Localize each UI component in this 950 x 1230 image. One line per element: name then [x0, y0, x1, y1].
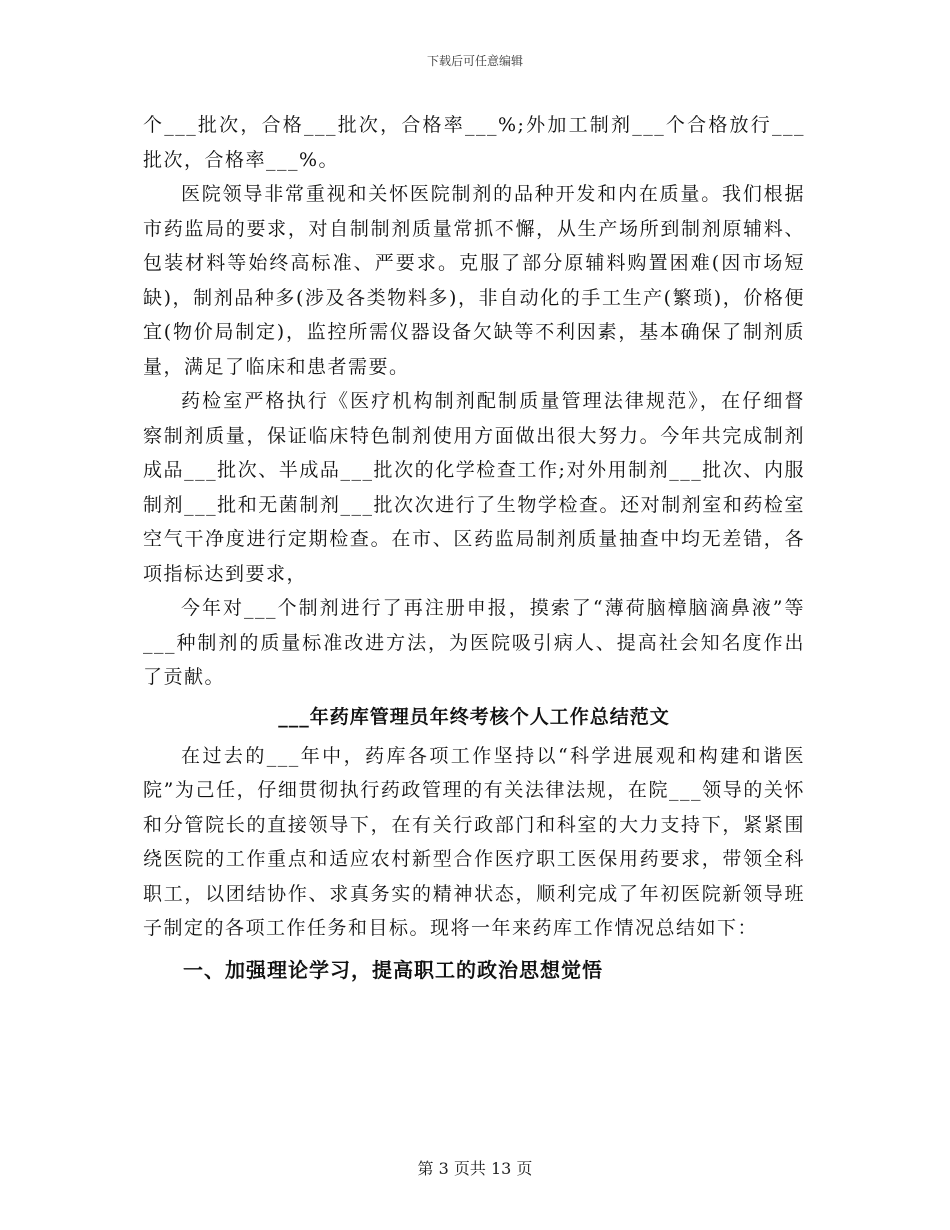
- page-header: 下载后可任意编辑: [426, 54, 523, 68]
- paragraph-re-registration: 今年对___个制剂进行了再注册申报，摸索了“薄荷脑樟脑滴鼻液”等___种制剂的质量标准改进方法，为医院吸引病人、提高社会知名度作出了贡献。: [143, 597, 805, 688]
- paragraph-intro-summary: 在过去的___年中，药库各项工作坚持以“科学进展观和构建和谐医院”为己任，仔细贯彻执行药政管理的有关法律法规，在院___领导的关怀和分管院长的直接领导下，在有关行政部门和科室的大力支持下，紧紧围绕医院的工作重点和适应农村新型合作医疗职工医保用药要求，带领全科职工，以团结协作、求真务实的精神状态，顺利完成了年初医院新领导班子制定的各项工作任务和目标。现将一年来药库工作情况总结如下：: [143, 744, 805, 939]
- paragraph-lab-inspection: 药检室严格执行《医疗机构制剂配制质量管理法律规范》，在仔细督察制剂质量，保证临床特色制剂使用方面做出很大努力。今年共完成制剂成品___批次、半成品___批次的化学检查工作;对外用制剂___批次、内服制剂___批和无菌制剂___批次次进行了生物学检查。还对制剂室和药检室空气干净度进行定期检查。在市、区药监局制剂质量抽查中均无差错，各项指标达到要求，: [143, 390, 805, 585]
- article-title: ___年药库管理员年终考核个人工作总结范文: [278, 705, 670, 728]
- paragraph-batch-stats: 个___批次，合格___批次，合格率___%;外加工制剂___个合格放行___批次，合格率___%。: [143, 114, 805, 171]
- section-heading: 一、加强理论学习，提高职工的政治思想觉悟: [183, 957, 603, 982]
- document-body: [143, 108, 805, 990]
- page-footer: 第 3 页共 13 页: [417, 1159, 533, 1178]
- paragraph-leadership-quality: 医院领导非常重视和关怀医院制剂的品种开发和内在质量。我们根据市药监局的要求，对自制制剂质量常抓不懈，从生产场所到制剂原辅料、包装材料等始终高标准、严要求。克服了部分原辅料购置困难(因市场短缺)，制剂品种多(涉及各类物料多)，非自动化的手工生产(繁琐)，价格便宜(物价局制定)，监控所需仪器设备欠缺等不利因素，基本确保了制剂质量，满足了临床和患者需要。: [143, 183, 805, 378]
